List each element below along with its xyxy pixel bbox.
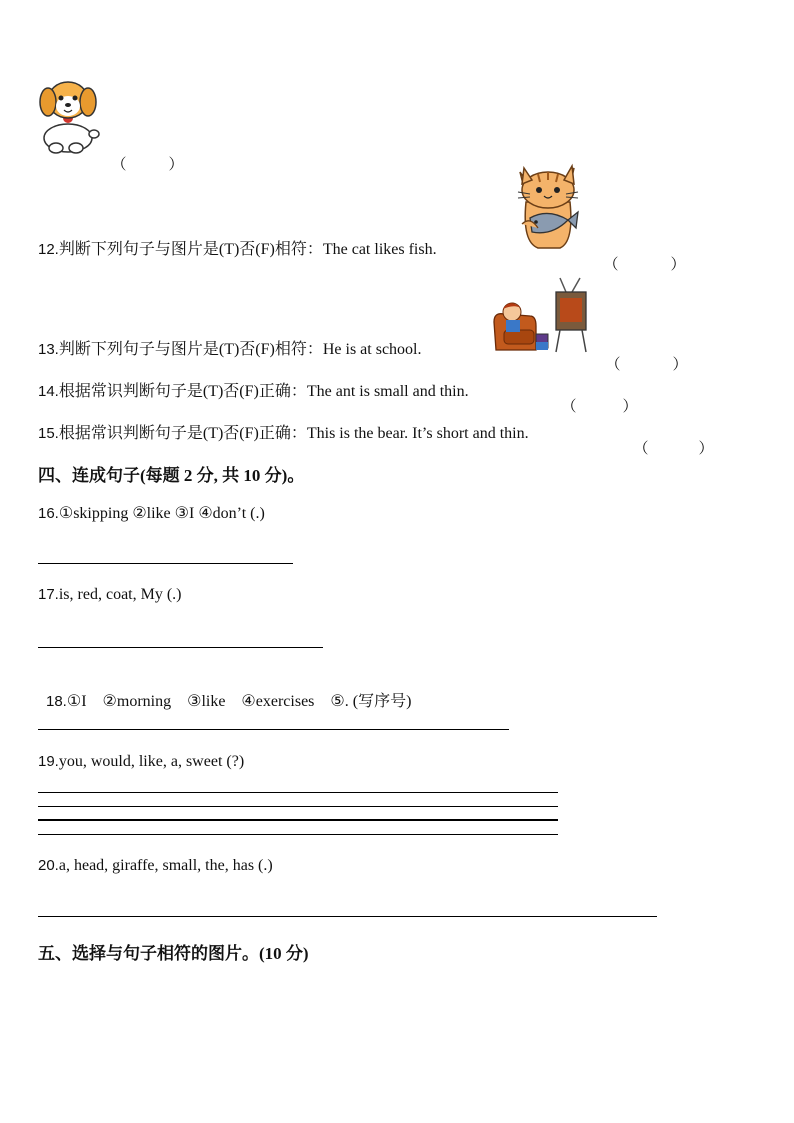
question-text: a, head, giraffe, small, the, has (.) <box>58 857 273 874</box>
question-16 <box>38 503 265 523</box>
answer-line-19-a[interactable] <box>38 792 558 793</box>
dog-answer-paren[interactable] <box>104 136 184 174</box>
answer-line-17[interactable] <box>38 647 323 648</box>
q12-answer-paren[interactable] <box>596 236 686 274</box>
q15-answer-paren[interactable] <box>626 420 714 458</box>
question-number: 19. <box>38 753 59 770</box>
boy-watching-tv-icon <box>490 276 590 354</box>
question-number: 15. <box>38 425 59 442</box>
paren-open: （ <box>561 399 577 415</box>
q13-answer-paren[interactable] <box>598 336 688 374</box>
question-text: ①I ②morning ③like ④exercises ⑤. (写序号) <box>66 693 412 710</box>
question-number: 18. <box>46 693 67 710</box>
paren-open: （ <box>605 357 621 373</box>
question-15 <box>38 420 529 443</box>
paren-close: ） <box>698 441 714 457</box>
paren-close: ） <box>168 157 184 173</box>
question-text: is, red, coat, My (.) <box>58 586 182 603</box>
answer-line-20[interactable] <box>38 916 657 917</box>
answer-line-19-c[interactable] <box>38 819 558 821</box>
question-number: 14. <box>38 383 59 400</box>
question-text: you, would, like, a, sweet (?) <box>58 753 245 770</box>
question-number: 13. <box>38 341 59 358</box>
question-18 <box>38 670 411 711</box>
question-number: 17. <box>38 586 59 603</box>
question-text: ①skipping ②like ③I ④don’t (.) <box>58 505 265 522</box>
question-number: 16. <box>38 505 59 522</box>
answer-line-19-d[interactable] <box>38 834 558 835</box>
question-19 <box>38 753 244 771</box>
paren-close: ） <box>670 257 686 273</box>
question-20 <box>38 857 273 875</box>
dog-icon <box>36 76 100 154</box>
question-number: 20. <box>38 857 59 874</box>
question-17 <box>38 586 182 604</box>
q14-answer-paren[interactable] <box>554 378 638 416</box>
paren-open: （ <box>633 441 649 457</box>
question-13 <box>38 336 422 359</box>
paren-open: （ <box>603 257 619 273</box>
question-14 <box>38 378 469 401</box>
paren-close: ） <box>672 357 688 373</box>
answer-line-16[interactable] <box>38 563 293 564</box>
answer-line-19-b[interactable] <box>38 806 558 807</box>
section-4-title: 四、连成句子(每题 2 分, 共 10 分)。 <box>38 466 305 485</box>
paren-close: ） <box>622 399 638 415</box>
question-text: 根据常识判断句子是(T)否(F)正确：The ant is small and thin. <box>58 383 469 400</box>
paren-open: （ <box>111 157 127 173</box>
question-text: 根据常识判断句子是(T)否(F)正确：This is the bear. It’s short and thin. <box>58 425 529 442</box>
question-text: 判断下列句子与图片是(T)否(F)相符：The cat likes fish. <box>58 241 437 258</box>
question-12 <box>38 236 437 259</box>
answer-line-18[interactable] <box>38 729 509 730</box>
question-text: 判断下列句子与图片是(T)否(F)相符：He is at school. <box>58 341 422 358</box>
section-5-title: 五、选择与句子相符的图片。(10 分) <box>38 944 309 963</box>
question-number: 12. <box>38 241 59 258</box>
cat-holding-fish-icon <box>508 162 586 252</box>
